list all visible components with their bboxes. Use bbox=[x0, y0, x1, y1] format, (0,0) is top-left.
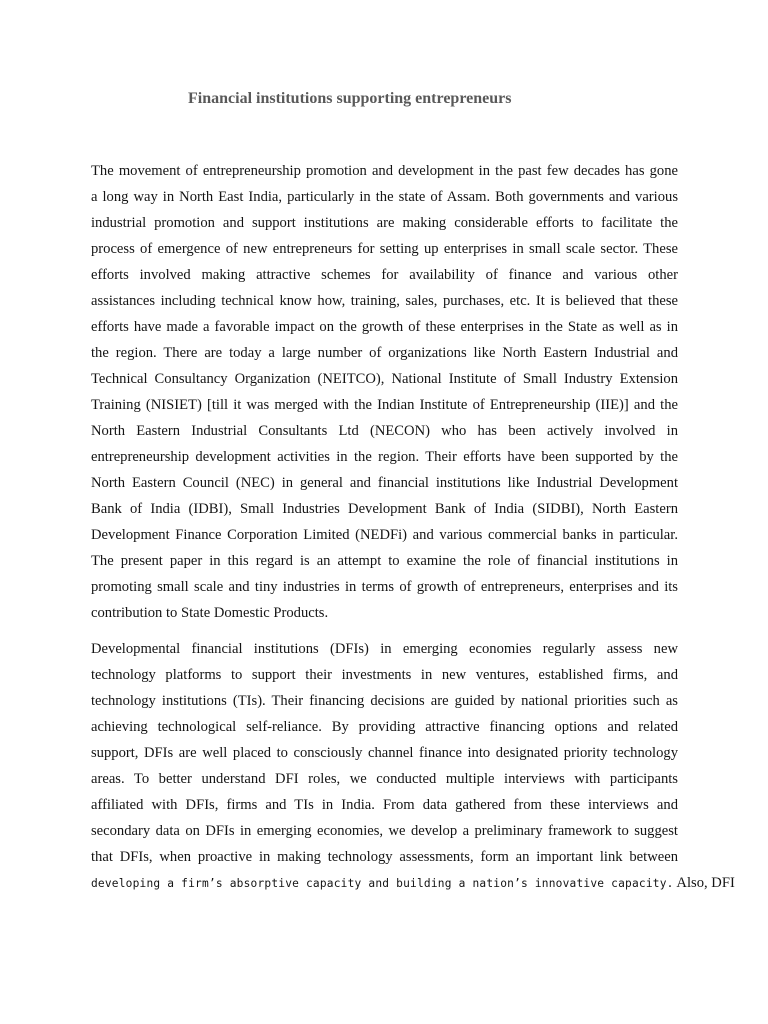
text-line: assistances including technical know how, training, sales, purchases, etc. It is believed that these bbox=[91, 293, 678, 309]
text-line: technology platforms to support their investments in new ventures, established firms, and bbox=[91, 667, 678, 683]
text-line: North Eastern Council (NEC) in general and financial institutions like Industrial Development bbox=[91, 475, 678, 491]
document-body bbox=[91, 158, 735, 907]
text-line: entrepreneurship development activities in the region. Their efforts have been supported by the bbox=[91, 449, 678, 465]
paragraph-2 bbox=[91, 636, 735, 897]
text-line: support, DFIs are well placed to consciously channel finance into designated priority technology bbox=[91, 745, 678, 761]
text-line: Technical Consultancy Organization (NEITCO), National Institute of Small Industry Extension bbox=[91, 371, 678, 387]
text-line: promoting small scale and tiny industries in terms of growth of entrepreneurs, enterprises and its bbox=[91, 579, 678, 595]
text-line: the region. There are today a large number of organizations like North Eastern Industrial and bbox=[91, 345, 678, 361]
text-line: affiliated with DFIs, firms and TIs in India. From data gathered from these interviews and bbox=[91, 797, 678, 813]
text-line: Development Finance Corporation Limited (NEDFi) and various commercial banks in particular. bbox=[91, 527, 678, 543]
text-line: The movement of entrepreneurship promotion and development in the past few decades has gone bbox=[91, 163, 678, 179]
text-line: efforts involved making attractive schemes for availability of finance and various other bbox=[91, 267, 678, 283]
text-fragment-mono: developing a firm’s absorptive capacity and building a nation’s innovative capacity. bbox=[91, 877, 674, 890]
text-line: technology institutions (TIs). Their financing decisions are guided by national priorities such as bbox=[91, 693, 678, 709]
document-title: Financial institutions supporting entrepreneurs bbox=[188, 90, 512, 107]
text-line: secondary data on DFIs in emerging economies, we develop a preliminary framework to suggest bbox=[91, 823, 678, 839]
text-line: Training (NISIET) [till it was merged with the Indian Institute of Entrepreneurship (IIE)] and the bbox=[91, 397, 678, 413]
text-line: North Eastern Industrial Consultants Ltd (NECON) who has been actively involved in bbox=[91, 423, 678, 439]
text-line: that DFIs, when proactive in making technology assessments, form an important link between bbox=[91, 849, 678, 865]
text-line: industrial promotion and support institutions are making considerable efforts to facilitate the bbox=[91, 215, 678, 231]
text-line: areas. To better understand DFI roles, we conducted multiple interviews with participants bbox=[91, 771, 678, 787]
text-fragment: Also, DFI bbox=[673, 875, 735, 891]
text-line: process of emergence of new entrepreneurs for setting up enterprises in small scale sector. These bbox=[91, 241, 678, 257]
text-line: The present paper in this regard is an attempt to examine the role of financial institutions in bbox=[91, 553, 678, 569]
paragraph-1 bbox=[91, 158, 678, 626]
text-line: efforts have made a favorable impact on the growth of these enterprises in the State as well as in bbox=[91, 319, 678, 335]
text-line: Bank of India (IDBI), Small Industries Development Bank of India (SIDBI), North Eastern bbox=[91, 501, 678, 517]
text-line: a long way in North East India, particularly in the state of Assam. Both governments and various bbox=[91, 189, 678, 205]
text-line-final bbox=[91, 870, 735, 897]
text-line: contribution to State Domestic Products. bbox=[91, 605, 329, 621]
text-line: achieving technological self-reliance. By providing attractive financing options and related bbox=[91, 719, 678, 735]
text-line: Developmental financial institutions (DFIs) in emerging economies regularly assess new bbox=[91, 641, 678, 657]
